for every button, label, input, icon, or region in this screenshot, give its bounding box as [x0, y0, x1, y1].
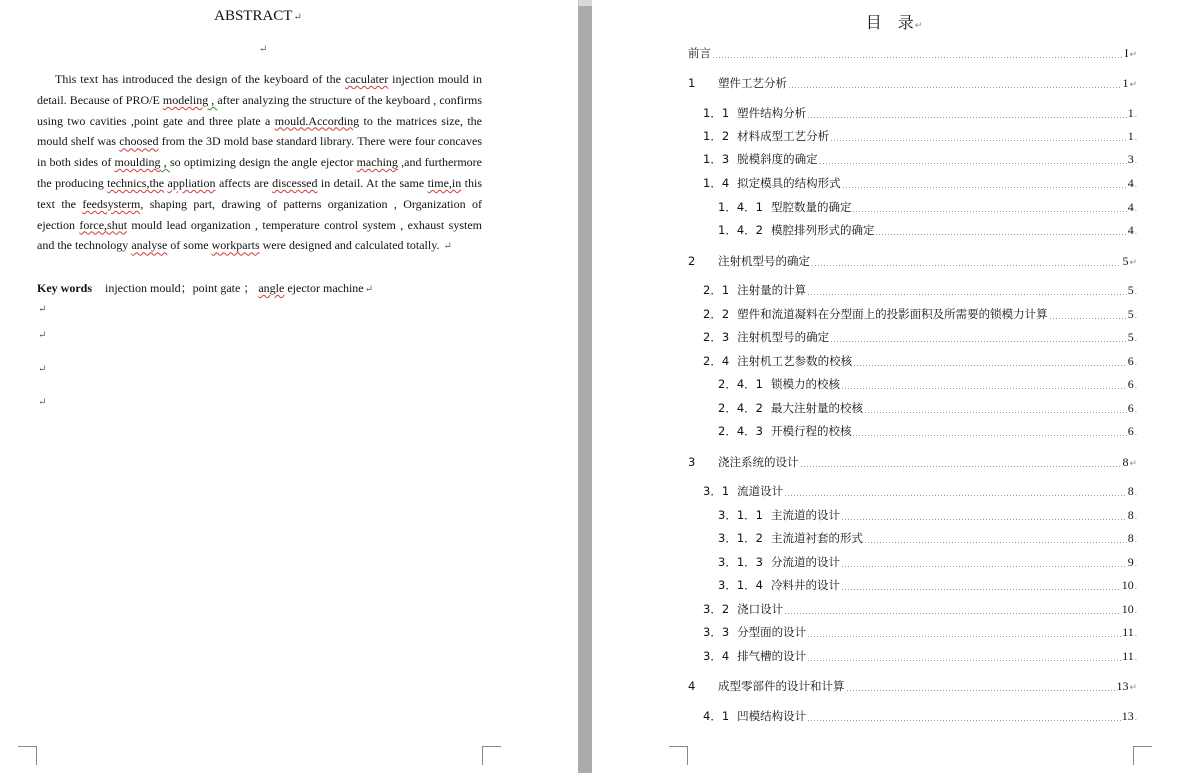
grammar-flagged-text: , — [208, 92, 218, 107]
toc-leader-dots — [846, 690, 1116, 691]
toc-leader-dots — [841, 589, 1121, 590]
toc-entry-label — [718, 423, 851, 439]
paragraph-mark-icon: ↵ — [443, 241, 452, 253]
toc-entry-label — [703, 624, 806, 640]
paragraph-mark-icon: . — [1134, 203, 1137, 213]
toc-page-number — [1124, 46, 1137, 61]
toc-page-number — [1128, 176, 1137, 191]
toc-entry-number: 3．1．3 — [718, 555, 763, 569]
toc-page-value: 5 — [1127, 283, 1134, 297]
paragraph-mark-icon: ↵ — [1129, 49, 1137, 59]
toc-page-number — [1128, 531, 1137, 546]
toc-entry-text: 分流道的设计 — [770, 555, 840, 569]
toc-page-number — [1128, 377, 1137, 392]
toc-entry[interactable] — [688, 253, 1137, 269]
margin-corner-mark — [669, 746, 688, 765]
toc-page-number — [1122, 649, 1137, 664]
toc-entry-text: 注射机工艺参数的校核 — [737, 354, 853, 368]
paragraph-mark-icon: . — [1134, 534, 1137, 544]
toc-leader-dots — [819, 163, 1127, 164]
toc-page-number — [1122, 455, 1137, 470]
toc-entry-label — [703, 648, 806, 664]
toc-page-value: 1 — [1127, 106, 1134, 120]
toc-page-value: 6 — [1127, 424, 1134, 438]
toc-entry-text: 锁模力的校核 — [770, 377, 840, 391]
paragraph-mark-icon: . — [1134, 581, 1137, 591]
toc-entry-text: 塑件结构分析 — [737, 106, 807, 120]
spelling-flagged-word: appliation — [167, 175, 216, 190]
toc-page-number — [1128, 354, 1137, 369]
paragraph-mark-icon: ↵ — [38, 330, 47, 341]
toc-entry[interactable] — [703, 601, 1137, 617]
spelling-flagged-word: moulding — [114, 155, 161, 170]
toc-page-value: 8 — [1127, 508, 1134, 522]
toc-page[interactable] — [592, 0, 1196, 773]
toc-entry-number: 4．1 — [703, 709, 730, 723]
toc-leader-dots — [712, 57, 1123, 58]
paragraph-mark-icon: . — [1134, 652, 1137, 662]
paragraph-mark-icon: ↵ — [38, 304, 47, 315]
toc-entry-number: 1．3 — [703, 152, 730, 166]
spelling-flagged-word: maching — [356, 155, 398, 170]
paragraph-mark-icon: . — [1134, 628, 1137, 638]
toc-entry-number: 1．4．2 — [718, 223, 763, 237]
toc-entry-number: 2．4．2 — [718, 401, 763, 415]
toc-entry[interactable] — [718, 577, 1137, 593]
spelling-flagged-word: choosed — [119, 134, 159, 149]
text-run: to the matrices size, the mould shelf was — [37, 113, 482, 149]
text-run: , shaping part, drawing of patterns organization , Organization of ejection — [37, 196, 482, 232]
toc-page-value: 5 — [1127, 307, 1134, 321]
toc-leader-dots — [1049, 318, 1127, 319]
paragraph-mark-icon: . — [1134, 404, 1137, 414]
toc-entry-number: 4 — [688, 679, 696, 693]
toc-page-number — [1128, 283, 1137, 298]
toc-entry[interactable] — [703, 483, 1137, 499]
toc-page-value: 8 — [1127, 531, 1134, 545]
toc-page-number — [1122, 602, 1137, 617]
toc-page-number — [1128, 330, 1137, 345]
toc-leader-dots — [800, 466, 1122, 467]
toc-page-value: I — [1124, 46, 1129, 60]
paragraph-mark-icon: . — [1134, 226, 1137, 236]
spelling-flagged-word: modeling — [162, 92, 209, 107]
toc-entry-text: 成型零部件的设计和计算 — [718, 679, 845, 693]
toc-leader-dots — [841, 566, 1127, 567]
toc-page-value: 3 — [1127, 152, 1134, 166]
paragraph-mark-icon: . — [1134, 333, 1137, 343]
paragraph-mark-icon: ↵ — [1129, 257, 1137, 267]
toc-page-value: 9 — [1127, 555, 1134, 569]
toc-leader-dots — [864, 542, 1127, 543]
toc-page-number — [1128, 106, 1137, 121]
text-run: after analyzing the structure of the keyboard , confirms using two cavities ,point gate and three plate a — [37, 92, 483, 128]
toc-leader-dots — [852, 211, 1126, 212]
toc-entry-label — [703, 151, 818, 167]
toc-leader-dots — [784, 613, 1121, 614]
toc-page-value: 6 — [1127, 354, 1134, 368]
toc-entry-label — [688, 45, 711, 61]
toc-entry-label — [703, 105, 806, 121]
text-run: so optimizing design the angle ejector — [170, 155, 357, 170]
toc-page-number — [1128, 401, 1137, 416]
toc-entry-number: 2．4 — [703, 354, 730, 368]
toc-entry[interactable] — [718, 530, 1137, 546]
toc-page-value: 4 — [1127, 223, 1134, 237]
text-run: from the 3D mold base standard library. There were four concaves in both sides of — [37, 134, 483, 170]
spelling-flagged-word: time,in — [427, 175, 462, 190]
toc-entry-text: 最大注射量的校核 — [770, 401, 863, 415]
toc-entry-text: 材料成型工艺分析 — [737, 129, 830, 143]
abstract-body[interactable] — [37, 69, 482, 258]
paragraph-mark-icon: . — [1134, 155, 1137, 165]
toc-entry-text: 主流道衬套的形式 — [770, 531, 863, 545]
margin-corner-mark — [18, 746, 37, 765]
toc-entry-label — [718, 199, 851, 215]
toc-page-number — [1122, 625, 1137, 640]
toc-entry[interactable] — [718, 507, 1137, 523]
toc-entry-label — [703, 282, 806, 298]
toc-entry-label — [718, 222, 874, 238]
text-run: were designed and calculated totally. — [259, 238, 443, 253]
toc-entry[interactable] — [703, 151, 1137, 167]
paragraph-mark-icon: ↵ — [1129, 79, 1137, 89]
toc-page-value: 11 — [1122, 625, 1134, 639]
text-run: This text has introduced the design of the keyboard of the — [55, 72, 345, 86]
toc-leader-dots — [784, 495, 1127, 496]
paragraph-mark-icon: ↵ — [259, 44, 268, 55]
toc-entry[interactable] — [703, 624, 1137, 640]
toc-entry-number: 2．4．1 — [718, 377, 763, 391]
paragraph-mark-icon: . — [1134, 109, 1137, 119]
toc-entry[interactable] — [703, 329, 1137, 345]
toc-page-value: 5 — [1122, 254, 1129, 268]
text-run: affects are — [215, 175, 273, 190]
toc-entry[interactable] — [688, 45, 1137, 61]
toc-entry[interactable] — [703, 282, 1137, 298]
paragraph-mark-icon: ↵ — [364, 284, 374, 295]
paragraph-mark-icon: . — [1134, 511, 1137, 521]
paragraph-mark-icon: ↵ — [1129, 458, 1137, 468]
toc-entry-number: 2．1 — [703, 283, 730, 297]
toc-page-value: 5 — [1127, 330, 1134, 344]
toc-entry-text: 注射量的计算 — [737, 283, 807, 297]
toc-entry-label — [688, 75, 787, 91]
toc-leader-dots — [807, 636, 1121, 637]
toc-entry-number: 2．3 — [703, 330, 730, 344]
toc-leader-dots — [852, 435, 1126, 436]
keywords-line[interactable] — [37, 279, 373, 296]
toc-entry-label — [703, 329, 829, 345]
toc-page-number — [1128, 508, 1137, 523]
toc-entry[interactable] — [718, 199, 1137, 215]
toc-entry[interactable] — [703, 128, 1137, 144]
toc-entry[interactable] — [718, 222, 1137, 238]
paragraph-mark-icon: ↵ — [914, 21, 923, 31]
spelling-flagged-word: discessed — [272, 175, 318, 190]
toc-entry-number: 3．3 — [703, 625, 730, 639]
toc-page-number — [1128, 424, 1137, 439]
paragraph-mark-icon: . — [1134, 712, 1137, 722]
toc-leader-dots — [807, 720, 1121, 721]
toc-entry-text: 分型面的设计 — [737, 625, 807, 639]
keywords-label: Key words — [37, 281, 92, 295]
toc-entry-label — [718, 507, 840, 523]
toc-page-number — [1122, 76, 1137, 91]
toc-page-number — [1128, 555, 1137, 570]
toc-entry-label — [718, 554, 840, 570]
toc-entry-number: 1．1 — [703, 106, 730, 120]
paragraph-mark-icon: . — [1134, 132, 1137, 142]
toc-entry-label — [718, 577, 840, 593]
text-run: this text the — [37, 175, 482, 211]
toc-entry-text: 模腔排列形式的确定 — [770, 223, 875, 237]
toc-entry-label — [703, 175, 841, 191]
spelling-flagged-word: feedsysterm — [82, 196, 141, 211]
toc-entry-label — [688, 253, 810, 269]
toc-entry-text: 型腔数量的确定 — [770, 200, 852, 214]
toc-leader-dots — [807, 660, 1121, 661]
toc-leader-dots — [807, 117, 1127, 118]
toc-page-value: 6 — [1127, 377, 1134, 391]
paragraph-mark-icon: . — [1134, 357, 1137, 367]
toc-entry-number: 1．4 — [703, 176, 730, 190]
toc-page-number — [1128, 152, 1137, 167]
toc-page-value: 4 — [1127, 176, 1134, 190]
paragraph-mark-icon: ↵ — [38, 397, 47, 408]
toc-page-value: 1 — [1127, 129, 1134, 143]
toc-leader-dots — [875, 234, 1126, 235]
toc-entry-label — [703, 128, 829, 144]
toc-page-value: 8 — [1122, 455, 1129, 469]
toc-entry-text: 注射机型号的确定 — [737, 330, 830, 344]
text-run: injection mould — [105, 281, 181, 295]
text-run: injection mould in detail. Because of PRO/E — [37, 72, 483, 107]
toc-entry-number: 1．2 — [703, 129, 730, 143]
paragraph-mark-icon: . — [1134, 487, 1137, 497]
toc-page-value: 11 — [1122, 649, 1134, 663]
toc-entry-label — [718, 530, 863, 546]
toc-entry[interactable] — [718, 376, 1137, 392]
toc-page-value: 4 — [1127, 200, 1134, 214]
toc-page-number — [1122, 709, 1137, 724]
toc-entry-number: 3．1．2 — [718, 531, 763, 545]
toc-page-value: 1 — [1122, 76, 1129, 90]
toc-entry-text: 注射机型号的确定 — [718, 254, 810, 268]
toc-entry[interactable] — [688, 75, 1137, 91]
toc-entry-label — [703, 483, 783, 499]
toc-entry-number: 1．4．1 — [718, 200, 763, 214]
toc-page-value: 8 — [1127, 484, 1134, 498]
toc-entry-text: 脱模斜度的确定 — [737, 152, 818, 166]
toc-leader-dots — [807, 294, 1127, 295]
spelling-flagged-word: force,shut — [79, 217, 128, 232]
toc-entry-text: 冷料井的设计 — [770, 578, 840, 592]
grammar-flagged-text: , — [160, 155, 170, 170]
toc-entry-text: 浇注系统的设计 — [718, 455, 799, 469]
toc-page-number — [1122, 254, 1137, 269]
toc-page-number — [1122, 578, 1137, 593]
text-run: ,and furthermore the producing — [37, 155, 482, 190]
toc-entry-text: 拟定模具的结构形式 — [737, 176, 841, 190]
text-run: in detail. At the same — [317, 175, 428, 190]
abstract-title: ABSTRACT↵ — [214, 8, 302, 24]
toc-page-value: 13 — [1116, 679, 1129, 693]
toc-entry-label — [688, 678, 845, 694]
toc-leader-dots — [788, 87, 1121, 88]
toc-entry-label — [688, 454, 799, 470]
spelling-flagged-word: analyse — [131, 238, 168, 253]
toc-leader-dots — [842, 187, 1127, 188]
toc-entry[interactable] — [718, 554, 1137, 570]
toc-entry[interactable] — [688, 454, 1137, 470]
paragraph-mark-icon: . — [1134, 380, 1137, 390]
toc-leader-dots — [864, 412, 1127, 413]
paragraph-mark-icon: . — [1134, 286, 1137, 296]
toc-entry-number: 2 — [688, 254, 696, 268]
paragraph-mark-icon: . — [1134, 605, 1137, 615]
toc-entry-text: 前言 — [688, 46, 711, 60]
toc-page-value: 10 — [1121, 602, 1134, 616]
toc-entry-number: 1 — [688, 76, 696, 90]
toc-entry-text: 排气槽的设计 — [737, 649, 807, 663]
toc-entry-text: 浇口设计 — [737, 602, 784, 616]
paragraph-mark-icon: ↵ — [1129, 682, 1137, 692]
text-run: point gate — [192, 281, 244, 295]
text-run: of some — [167, 238, 212, 253]
toc-page-number — [1128, 307, 1137, 322]
toc-entry-label — [703, 601, 783, 617]
toc-leader-dots — [853, 365, 1127, 366]
spelling-flagged-word: angle — [258, 281, 285, 295]
paragraph-mark-icon: . — [1134, 427, 1137, 437]
toc-page-number — [1128, 484, 1137, 499]
paragraph-mark-icon: . — [1134, 310, 1137, 320]
toc-page-value: 10 — [1121, 578, 1134, 592]
toc-entry-text: 主流道的设计 — [770, 508, 840, 522]
paragraph-mark-icon: ↵ — [38, 364, 47, 375]
toc-entry-label — [703, 306, 1048, 322]
toc-leader-dots — [841, 388, 1127, 389]
toc-entry-number: 2．4．3 — [718, 424, 763, 438]
paragraph-mark-icon: . — [1134, 179, 1137, 189]
toc-entry-number: 3．1．4 — [718, 578, 763, 592]
toc-page-value: 13 — [1121, 709, 1134, 723]
toc-entry-number: 3．1．1 — [718, 508, 763, 522]
toc-entry-text: 凹模结构设计 — [737, 709, 807, 723]
text-run: ejector machine — [284, 281, 364, 295]
toc-entry-number: 3 — [688, 455, 696, 469]
toc-page-number — [1128, 129, 1137, 144]
toc-entry[interactable] — [718, 423, 1137, 439]
toc-entry[interactable] — [718, 400, 1137, 416]
toc-entry-text: 塑件工艺分析 — [718, 76, 787, 90]
toc-entry-label — [718, 400, 863, 416]
toc-entry[interactable] — [703, 648, 1137, 664]
toc-title: 目 录↵ — [865, 13, 923, 32]
toc-entry[interactable] — [703, 105, 1137, 121]
toc-entry[interactable] — [703, 708, 1137, 724]
toc-leader-dots — [830, 341, 1127, 342]
spelling-flagged-word: mould.According — [274, 113, 360, 128]
abstract-page[interactable] — [0, 0, 578, 773]
paragraph-mark-icon: . — [1134, 558, 1137, 568]
toc-entry-label — [703, 353, 852, 369]
toc-page-number — [1116, 679, 1137, 694]
spelling-flagged-word: workparts — [211, 238, 260, 253]
toc-entry-label — [703, 708, 806, 724]
toc-entry[interactable] — [688, 678, 1137, 694]
toc-leader-dots — [830, 140, 1127, 141]
toc-entry-text: 开模行程的校核 — [770, 424, 852, 438]
toc-entry-number: 3．1 — [703, 484, 730, 498]
toc-entry-number: 3．4 — [703, 649, 730, 663]
spelling-flagged-word: caculater — [344, 72, 389, 86]
toc-entry-label — [718, 376, 840, 392]
toc-entry[interactable] — [703, 175, 1137, 191]
toc-leader-dots — [811, 265, 1121, 266]
toc-leader-dots — [841, 519, 1127, 520]
toc-page-number — [1128, 200, 1137, 215]
text-run: ； — [243, 281, 256, 295]
toc-page-number — [1128, 223, 1137, 238]
toc-entry-number: 2．2 — [703, 307, 730, 321]
margin-corner-mark — [482, 746, 501, 765]
toc-entry-text: 流道设计 — [737, 484, 784, 498]
text-run: ； — [180, 281, 193, 295]
toc-entry-text: 塑件和流道凝料在分型面上的投影面积及所需要的锁模力计算 — [737, 307, 1048, 321]
toc-entry[interactable] — [703, 306, 1137, 322]
spelling-flagged-word: technics,the — [107, 175, 165, 190]
toc-page-value: 6 — [1127, 401, 1134, 415]
paragraph-mark-icon: ↵ — [293, 12, 302, 23]
toc-entry-number: 3．2 — [703, 602, 730, 616]
text-run: mould lead organization , temperature control system , exhaust system and the technology — [37, 217, 482, 253]
toc-entry[interactable] — [703, 353, 1137, 369]
margin-corner-mark — [1133, 746, 1152, 765]
